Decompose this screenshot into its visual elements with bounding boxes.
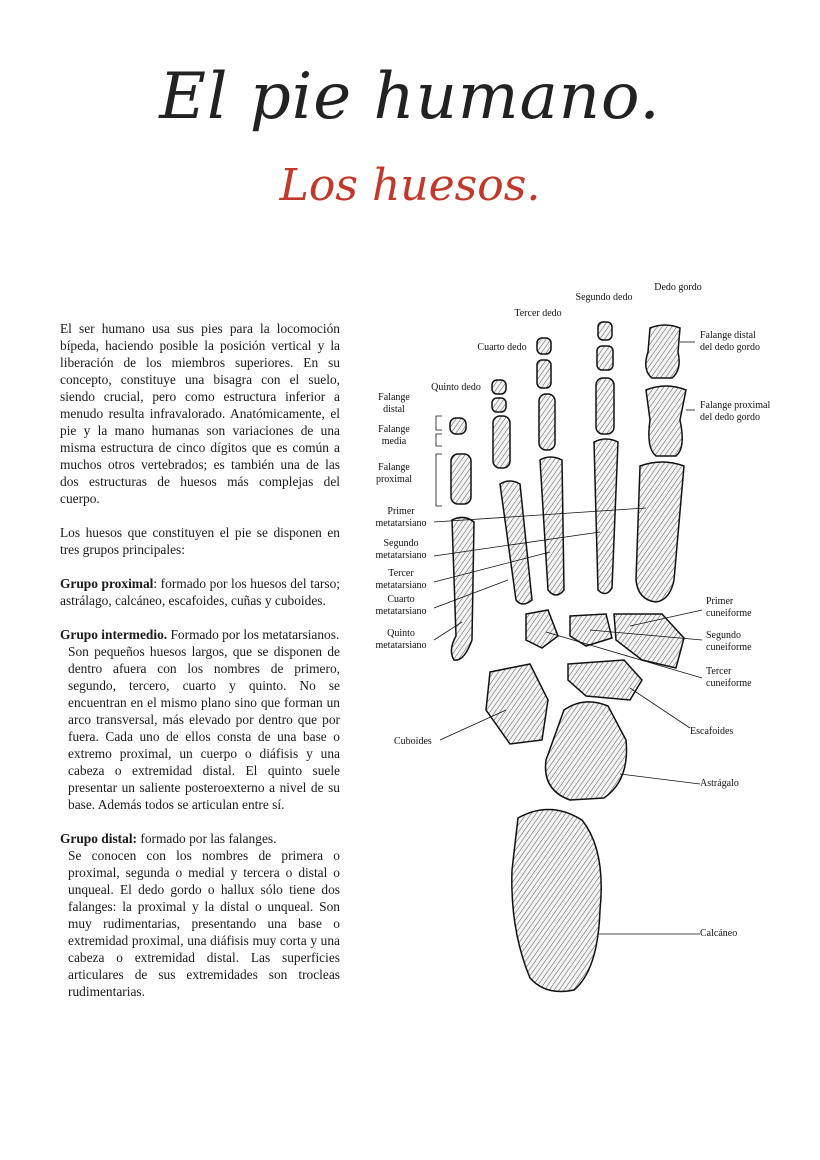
label-tercer-dedo: Tercer dedo	[514, 308, 562, 319]
distal-heading: Grupo distal:	[60, 831, 138, 846]
label-cuarto-dedo: Cuarto dedo	[477, 342, 527, 353]
third-toe-middle	[537, 360, 551, 388]
second-toe-proximal	[596, 378, 614, 434]
fifth-toe-proximal	[451, 454, 471, 504]
label-astragalo: Astrágalo	[700, 778, 739, 789]
distal-text: formado por las falanges.	[137, 831, 277, 846]
label-cuarto-metatarsiano: Cuarto metatarsiano	[375, 594, 427, 617]
leader-tercer-metatarsiano	[434, 552, 550, 582]
second-toe-distal	[598, 322, 612, 340]
foot-bones-illustration	[350, 270, 820, 1050]
label-falange-proximal: Falange proximal	[375, 462, 413, 485]
proximal-heading: Grupo proximal	[60, 576, 154, 591]
label-escafoides: Escafoides	[690, 726, 734, 737]
second-metatarsal	[594, 439, 618, 594]
intermedio-paragraph	[60, 626, 340, 643]
label-falange-distal-gordo: Falange distal del dedo gordo	[700, 330, 760, 353]
distal-detail: Se conocen con los nombres de primera o proximal, segunda o medial y tercera o distal o unqueal. El dedo gordo o hallux sólo tiene dos falanges: la proximal y la distal o unqueal. Son muy rudimentarias, presentando una base o extremidad proximal, una diáfisis muy corta y una cabeza o extremidad distal. Las superficies articulares de sus extremidades son trocleas rudimentarias.	[68, 848, 340, 999]
label-falange-media: Falange media	[378, 424, 410, 447]
intermedio-text: Formado por los metatarsianos.	[167, 627, 340, 642]
proximal-paragraph	[60, 575, 340, 609]
bracket-falange-proximal	[436, 454, 442, 506]
label-segundo-metatarsiano: Segundo metatarsiano	[375, 538, 427, 561]
fifth-metatarsal	[451, 517, 474, 660]
label-quinto-dedo: Quinto dedo	[431, 382, 481, 393]
label-quinto-metatarsiano: Quinto metatarsiano	[375, 628, 427, 651]
label-tercer-cuneiforme: Tercer cuneiforme	[706, 666, 752, 689]
label-primer-metatarsiano: Primer metatarsiano	[375, 506, 427, 529]
fifth-toe-distal	[450, 418, 466, 434]
label-falange-proximal-gordo: Falange proximal del dedo gordo	[700, 400, 771, 423]
label-segundo-dedo: Segundo dedo	[575, 292, 633, 303]
cuboid-bone	[486, 664, 548, 744]
body-text	[60, 320, 340, 1017]
label-falange-distal: Falange distal	[378, 392, 410, 415]
groups-intro: Los huesos que constituyen el pie se disponen en tres grupos principales:	[60, 525, 340, 557]
intermedio-heading: Grupo intermedio.	[60, 627, 168, 642]
label-segundo-cuneiforme: Segundo cuneiforme	[706, 630, 752, 653]
fourth-toe-proximal	[493, 416, 510, 468]
scaphoid-bone	[568, 660, 642, 700]
hallux-proximal-phalanx	[646, 386, 686, 456]
intermedio-detail: Son pequeños huesos largos, que se disponen de dentro afuera con los nombres de primero, segundo, tercero, cuarto y quinto. No se encuentran en el mismo plano sino que forman un arco transversal, más elevado por dentro que por fuera. Cada uno de ellos consta de una base o extremo proximal, un cuerpo o diáfisis y una cabeza o extremidad distal. El quinto suele presentar un saliente posteroexterno a nivel de su base. Además todos se articulan entre sí.	[68, 644, 340, 812]
label-primer-cuneiforme: Primer cuneiforme	[706, 596, 752, 619]
distal-paragraph	[60, 830, 340, 847]
label-cuboides: Cuboides	[394, 736, 432, 747]
third-cuneiform-bone	[526, 610, 558, 648]
proximal-text: : formado por los huesos del tarso; astrálago, calcáneo, escafoides, cuñas y cuboides.	[60, 576, 340, 608]
leader-astragalo	[620, 774, 700, 784]
second-toe-middle	[597, 346, 613, 370]
fourth-toe-middle	[492, 398, 506, 412]
hallux-distal-phalanx	[646, 325, 680, 378]
first-metatarsal	[636, 462, 684, 602]
bracket-falange-media	[436, 434, 442, 446]
talus-bone	[546, 702, 627, 800]
third-metatarsal	[540, 457, 564, 595]
label-tercer-metatarsiano: Tercer metatarsiano	[375, 568, 427, 591]
leader-escafoides	[630, 688, 690, 728]
intro-paragraph: El ser humano usa sus pies para la locomoción bípeda, haciendo posible la posición vertical y la liberación de los miembros superiores. En su concepto, constituye una bisagra con el suelo, siendo crucial, pero como estructura inferior a menudo resulta infravalorado. Anatómicamente, el pie y la mano humanas son variaciones de una misma estructura de cinco dígitos que es común a muchos otros vertebrados; es también una de las dos estructuras de huesos más complejas del cuerpo.	[60, 321, 340, 506]
label-dedo-gordo: Dedo gordo	[654, 282, 702, 293]
page-title: El pie humano.	[159, 60, 661, 134]
page-subtitle: Los huesos.	[279, 160, 541, 211]
calcaneus-bone	[512, 809, 601, 991]
bracket-falange-distal	[436, 416, 442, 430]
third-toe-proximal	[539, 394, 555, 450]
label-calcaneo: Calcáneo	[700, 928, 738, 939]
